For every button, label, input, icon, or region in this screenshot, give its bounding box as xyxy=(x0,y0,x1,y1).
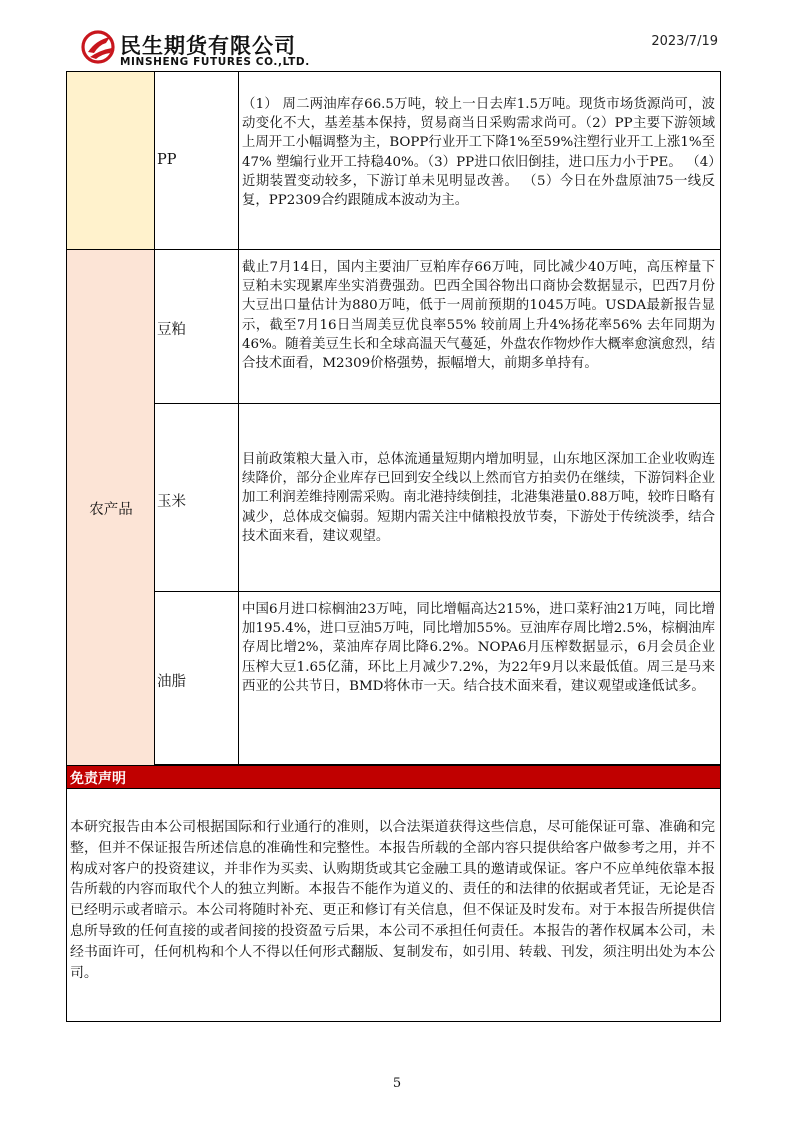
product-analysis-pp xyxy=(239,72,721,249)
analysis-text: （1） 周二两油库存66.5万吨，较上一日去库1.5万吨。现货市场货源尚可，波动变化不大，基差基本保持，贸易商当日采购需求尚可。（2）PP主要下游领域上周开工小幅调整为主，BOPP行业开工下降1%至59%注塑行业开工上涨1%至47% 塑编行业开工持稳40%。（3）PP进口依旧倒挂，进口压力小于PE。 （4）近期装置变动较多，下游订单未见明显改善。 （5）今日在外盘原油75一线反复，PP2309合约跟随成本波动为主。 xyxy=(242,97,715,209)
company-name-cn: 民生期货有限公司 xyxy=(120,34,296,58)
category-cell-agri xyxy=(67,249,155,765)
commodity-table xyxy=(66,71,721,765)
product-analysis-corn xyxy=(239,403,721,591)
analysis-text: 目前政策粮大量入市，总体流通量短期内增加明显，山东地区深加工企业收购连续降价，部分企业库存已回到安全线以上然而官方拍卖仍在继续，下游饲料企业加工利润差维持刚需采购。南北港持续倒挂，北港集港量0.88万吨，较昨日略有减少，总体成交偏弱。短期内需关注中储粮投放节奏，下游处于传统淡季，结合技术面来看，建议观望。 xyxy=(242,452,715,544)
product-label: PP xyxy=(157,152,177,168)
product-label: 油脂 xyxy=(157,674,186,690)
disclaimer-header xyxy=(66,765,721,789)
analysis-text: 截止7月14日，国内主要油厂豆粕库存66万吨，同比减少40万吨，高压榨量下豆粕未实现累库坐实消费强劲。巴西全国谷物出口商协会数据显示，巴西7月份大豆出口量估计为880万吨，低于一周前预期的1045万吨。USDA最新报告显示，截至7月16日当周美豆优良率55% 较前周上升4%扬花率56% 去年同期为46%。随着美豆生长和全球高温天气蔓延，外盘农作物炒作大概率愈演愈烈，结合技术面看，M2309价格强势，振幅增大，前期多单持有。 xyxy=(242,260,715,372)
product-analysis-soymeal xyxy=(239,249,721,403)
company-logo-icon xyxy=(80,28,116,66)
category-cell-energy xyxy=(67,72,155,249)
disclaimer-text: 本研究报告由本公司根据国际和行业通行的准则，以合法渠道获得这些信息，尽可能保证可靠、准确和完整，但并不保证报告所述信息的准确性和完整性。本报告所载的全部内容只提供给客户做参考之用，并不构成对客户的投资建议，并非作为买卖、认购期货或其它金融工具的邀请或保证。客户不应单纯依靠本报告所载的内容而取代个人的独立判断。本报告不能作为道义的、责任的和法律的依据或者凭证，无论是否已经明示或者暗示。本公司将随时补充、更正和修订有关信息，但不保证及时发布。对于本报告所提供信息所导致的任何直接的或者间接的投资盈亏后果，本公司不承担任何责任。本报告的著作权属本公司，未经书面许可，任何机构和个人不得以任何形式翻版、复制发布，如引用、转载、刊发，须注明出处为本公司。 xyxy=(70,819,715,981)
page-header xyxy=(0,0,794,72)
product-cell-corn xyxy=(155,403,239,591)
company-name-en: MINSHENG FUTURES CO.,LTD. xyxy=(120,56,310,68)
report-date: 2023/7/19 xyxy=(651,34,718,49)
product-cell-soymeal xyxy=(155,249,239,403)
disclaimer-title: 免责声明 xyxy=(70,771,126,787)
product-cell-pp xyxy=(155,72,239,249)
product-analysis-oils xyxy=(239,591,721,765)
product-cell-oils xyxy=(155,591,239,765)
disclaimer-box xyxy=(66,789,721,1022)
product-label: 玉米 xyxy=(157,494,186,510)
page-number: 5 xyxy=(392,1076,402,1091)
analysis-text: 中国6月进口棕榈油23万吨，同比增幅高达215%，进口菜籽油21万吨，同比增加195.4%，进口豆油5万吨，同比增加55%。豆油库存周比增2.5%，棕榈油库存周比增2%，菜油库存周比降6.2%。NOPA6月压榨数据显示，6月会员企业压榨大豆1.65亿蒲，环比上月减少7.2%，为22年9月以来最低值。周三是马来西亚的公共节日，BMD将休市一天。结合技术面来看，建议观望或逢低试多。 xyxy=(242,602,715,694)
category-label-agri: 农产品 xyxy=(89,502,133,518)
product-label: 豆粕 xyxy=(157,322,186,338)
